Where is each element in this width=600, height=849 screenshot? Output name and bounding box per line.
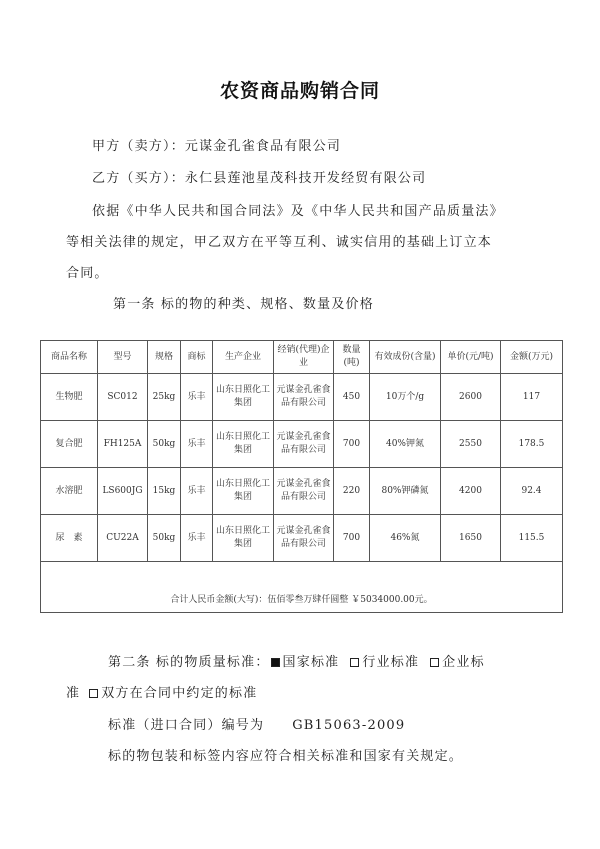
- cell-brand: 乐丰: [181, 468, 213, 515]
- total-amount: 合计人民币金额(大写)：伍佰零叁万肆仟圆整 ￥5034000.00元。: [41, 562, 563, 613]
- cell-unit-price: 4200: [441, 468, 501, 515]
- article-2-heading: 第二条 标的物质量标准：: [108, 655, 270, 670]
- table-row: [41, 515, 563, 562]
- option-enterprise-standard[interactable]: [429, 651, 485, 670]
- table-header-row: [41, 341, 563, 374]
- option-industry-standard[interactable]: [349, 651, 419, 670]
- wrapped-text: 准: [66, 686, 81, 701]
- cell-model: FH125A: [98, 421, 148, 468]
- header-cell: 单价(元/吨): [441, 341, 501, 374]
- checked-box-icon: [271, 658, 280, 667]
- cell-unit-price: 2550: [441, 421, 501, 468]
- option-label: 国家标准: [282, 655, 340, 670]
- header-cell: 有效成份(含量): [370, 341, 441, 374]
- unchecked-box-icon: [350, 658, 359, 667]
- article-2-line-2: [66, 682, 267, 701]
- cell-quantity: 450: [334, 374, 370, 421]
- option-label: 行业标准: [362, 655, 420, 670]
- cell-spec: 25kg: [148, 374, 181, 421]
- cell-brand: 乐丰: [181, 374, 213, 421]
- party-a: 甲方（卖方）：元谋金孔雀食品有限公司: [92, 139, 342, 154]
- header-cell: 金额(万元): [501, 341, 563, 374]
- preamble-line-3: 合同。: [66, 266, 109, 281]
- cell-model: CU22A: [98, 515, 148, 562]
- cell-product: 复合肥: [41, 421, 98, 468]
- cell-spec: 15kg: [148, 468, 181, 515]
- preamble-line-1: 依据《中华人民共和国合同法》及《中华人民共和国产品质量法》: [92, 204, 504, 219]
- option-label: 企业标: [442, 655, 485, 670]
- cell-model: SC012: [98, 374, 148, 421]
- header-cell: 商品名称: [41, 341, 98, 374]
- cell-unit-price: 2600: [441, 374, 501, 421]
- standard-number: GB15063-2009: [292, 718, 406, 733]
- cell-ingredient: 80%钾磷氮: [370, 468, 441, 515]
- cell-manufacturer: 山东日照化工集团: [213, 421, 274, 468]
- cell-unit-price: 1650: [441, 515, 501, 562]
- standard-number-line: [108, 714, 405, 733]
- header-cell: 型号: [98, 341, 148, 374]
- cell-distributor: 元谋金孔雀食品有限公司: [274, 468, 334, 515]
- cell-ingredient: 40%钾氮: [370, 421, 441, 468]
- cell-amount: 92.4: [501, 468, 563, 515]
- cell-manufacturer: 山东日照化工集团: [213, 468, 274, 515]
- cell-manufacturer: 山东日照化工集团: [213, 515, 274, 562]
- cell-amount: 178.5: [501, 421, 563, 468]
- cell-ingredient: 46%氮: [370, 515, 441, 562]
- table-row: [41, 374, 563, 421]
- header-cell: 数量(吨): [334, 341, 370, 374]
- option-label: 双方在合同中约定的标准: [101, 686, 258, 701]
- header-cell: 生产企业: [213, 341, 274, 374]
- cell-distributor: 元谋金孔雀食品有限公司: [274, 421, 334, 468]
- goods-table: [40, 340, 563, 613]
- cell-model: LS600JG: [98, 468, 148, 515]
- cell-manufacturer: 山东日照化工集团: [213, 374, 274, 421]
- article-2-line-1: [108, 651, 485, 670]
- cell-spec: 50kg: [148, 515, 181, 562]
- cell-brand: 乐丰: [181, 421, 213, 468]
- header-cell: 规格: [148, 341, 181, 374]
- standard-label: 标准（进口合同）编号为: [108, 718, 265, 733]
- party-b: 乙方（买方）：永仁县莲池星茂科技开发经贸有限公司: [92, 171, 427, 186]
- cell-product: 生物肥: [41, 374, 98, 421]
- cell-quantity: 700: [334, 421, 370, 468]
- header-cell: 经销(代理)企业: [274, 341, 334, 374]
- article-1-heading: 第一条 标的物的种类、规格、数量及价格: [113, 297, 374, 312]
- contract-title: 农资商品购销合同: [219, 80, 380, 102]
- unchecked-box-icon: [430, 658, 439, 667]
- option-national-standard[interactable]: [270, 651, 340, 670]
- preamble-line-2: 等相关法律的规定，甲乙双方在平等互利、诚实信用的基础上订立本: [66, 235, 493, 250]
- cell-quantity: 220: [334, 468, 370, 515]
- cell-amount: 117: [501, 374, 563, 421]
- cell-product: 水溶肥: [41, 468, 98, 515]
- cell-quantity: 700: [334, 515, 370, 562]
- cell-spec: 50kg: [148, 421, 181, 468]
- cell-ingredient: 10万个/g: [370, 374, 441, 421]
- table-total-row: [41, 562, 563, 613]
- cell-brand: 乐丰: [181, 515, 213, 562]
- header-cell: 商标: [181, 341, 213, 374]
- cell-product: 尿 素: [41, 515, 98, 562]
- cell-amount: 115.5: [501, 515, 563, 562]
- option-agreed-standard[interactable]: [88, 682, 257, 701]
- cell-distributor: 元谋金孔雀食品有限公司: [274, 515, 334, 562]
- cell-distributor: 元谋金孔雀食品有限公司: [274, 374, 334, 421]
- table-row: [41, 468, 563, 515]
- table-row: [41, 421, 563, 468]
- unchecked-box-icon: [89, 689, 98, 698]
- packaging-clause: 标的物包装和标签内容应符合相关标准和国家有关规定。: [108, 749, 464, 764]
